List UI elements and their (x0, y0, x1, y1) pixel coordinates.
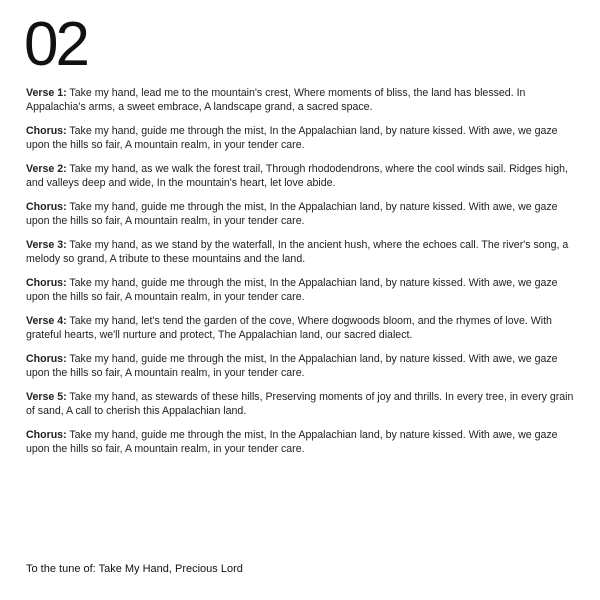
tune-credit: To the tune of: Take My Hand, Precious Lord (26, 563, 243, 575)
stanza-text: Take my hand, guide me through the mist, In the Appalachian land, by nature kissed. With awe, we gaze upon the hills so fair, A mountain realm, in your tender care. (26, 353, 558, 379)
stanza-chorus (26, 428, 578, 456)
stanza-verse-4 (26, 314, 578, 342)
stanza-text: Take my hand, guide me through the mist, In the Appalachian land, by nature kissed. With awe, we gaze upon the hills so fair, A mountain realm, in your tender care. (26, 277, 558, 303)
stanza-label: Chorus: (26, 353, 67, 365)
stanza-text: Take my hand, guide me through the mist, In the Appalachian land, by nature kissed. With awe, we gaze upon the hills so fair, A mountain realm, in your tender care. (26, 429, 558, 455)
stanza-chorus (26, 200, 578, 228)
stanza-text: Take my hand, guide me through the mist, In the Appalachian land, by nature kissed. With awe, we gaze upon the hills so fair, A mountain realm, in your tender care. (26, 201, 558, 227)
stanza-verse-1 (26, 86, 578, 114)
stanza-text: Take my hand, let's tend the garden of the cove, Where dogwoods bloom, and the rhymes of love. With grateful hearts, we'll nurture and protect, The Appalachian land, our sacred dialect. (26, 315, 552, 341)
stanza-verse-5 (26, 390, 578, 418)
stanza-verse-2 (26, 162, 578, 190)
stanza-label: Chorus: (26, 429, 67, 441)
stanza-label: Verse 1: (26, 87, 67, 99)
stanza-label: Verse 2: (26, 163, 67, 175)
page-number: 02 (24, 10, 87, 79)
stanza-text: Take my hand, lead me to the mountain's crest, Where moments of bliss, the land has blessed. In Appalachia's arms, a sweet embrace, A landscape grand, a sacred space. (26, 87, 526, 113)
stanza-label: Chorus: (26, 277, 67, 289)
stanza-chorus (26, 124, 578, 152)
stanza-label: Verse 5: (26, 391, 67, 403)
lyrics-body (26, 86, 578, 466)
stanza-text: Take my hand, as stewards of these hills, Preserving moments of joy and thrills. In every tree, in every grain of sand, A call to cherish this Appalachian land. (26, 391, 574, 417)
stanza-text: Take my hand, as we walk the forest trail, Through rhododendrons, where the cool winds sail. Ridges high, and valleys deep and wide, In the mountain's heart, let love abide. (26, 163, 568, 189)
stanza-label: Verse 4: (26, 315, 67, 327)
stanza-label: Chorus: (26, 125, 67, 137)
stanza-text: Take my hand, guide me through the mist, In the Appalachian land, by nature kissed. With awe, we gaze upon the hills so fair, A mountain realm, in your tender care. (26, 125, 558, 151)
stanza-chorus (26, 352, 578, 380)
stanza-label: Verse 3: (26, 239, 67, 251)
stanza-verse-3 (26, 238, 578, 266)
stanza-chorus (26, 276, 578, 304)
stanza-text: Take my hand, as we stand by the waterfall, In the ancient hush, where the echoes call. The river's song, a melody so grand, A tribute to these mountains and the land. (26, 239, 569, 265)
stanza-label: Chorus: (26, 201, 67, 213)
